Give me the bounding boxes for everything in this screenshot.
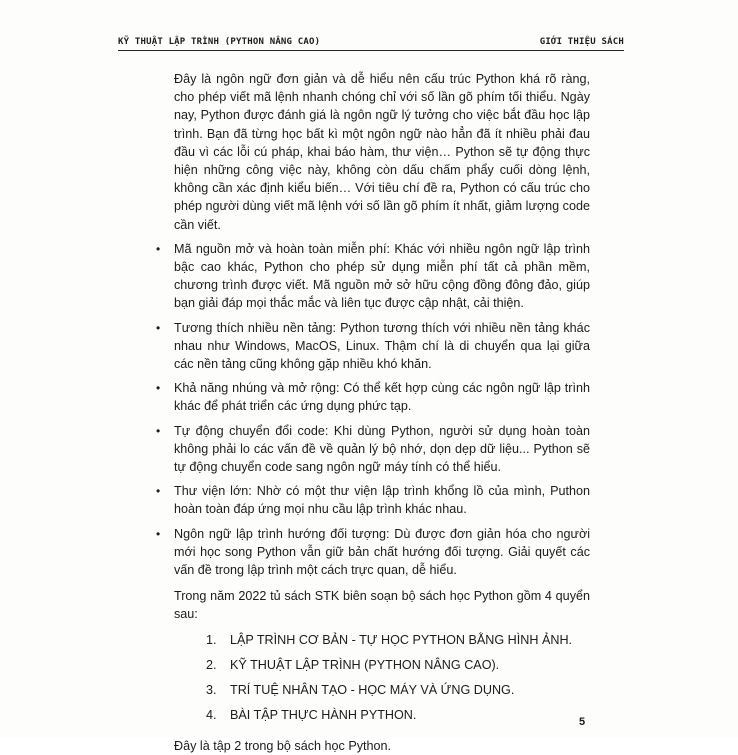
list-item: [206, 631, 590, 649]
feature-text: Tương thích nhiều nền tảng: Python tương thích với nhiều nền tảng khác nhau như Windows, MacOS, Linux. Thậm chí là di chuyển qua lại giữa các nền tảng cũng không gặp nhiều khó khăn.: [174, 320, 590, 372]
bullet-icon: •: [156, 381, 161, 396]
feature-text: Ngôn ngữ lập trình hướng đối tượng: Dù được đơn giản hóa cho người mới học song Python vẫn giữ bản chất hướng đối tượng. Giải quyết các vấn đề trong lập trình một cách trực quan, dễ hiểu.: [174, 526, 590, 578]
list-item: [150, 379, 590, 415]
list-number: 3.: [206, 683, 217, 698]
feature-text: Khả năng nhúng và mở rộng: Có thể kết hợp cùng các ngôn ngữ lập trình khác để phát triển các ứng dụng phức tạp.: [174, 381, 590, 414]
book-title: BÀI TẬP THỰC HÀNH PYTHON.: [230, 708, 417, 723]
feature-text: Tự động chuyển đổi code: Khi dùng Python, người sử dụng hoàn toàn không phải lo các vấn đề về quản lý bộ nhớ, dọn dẹp dữ liệu... Python sẽ tự động chuyển code sang ngôn ngữ máy tính có thể hiểu.: [174, 423, 590, 475]
list-number: 4.: [206, 708, 217, 723]
list-item: [150, 525, 590, 580]
feature-list: [150, 240, 590, 579]
bullet-icon: •: [156, 484, 161, 499]
header-book-title: KỸ THUẬT LẬP TRÌNH (PYTHON NÂNG CAO): [118, 37, 321, 47]
book-series-paragraph: Trong năm 2022 tủ sách STK biên soạn bộ sách học Python gồm 4 quyển sau:: [174, 589, 590, 622]
list-item: [150, 319, 590, 374]
header-section-title: GIỚI THIỆU SÁCH: [539, 37, 624, 47]
bullet-icon: •: [156, 423, 161, 438]
page-number: 5: [579, 716, 586, 728]
bullet-icon: •: [156, 241, 161, 256]
list-number: 1.: [206, 632, 217, 647]
list-item: [150, 240, 590, 313]
running-header: [118, 37, 624, 51]
book-title: KỸ THUẬT LẬP TRÌNH (PYTHON NÂNG CAO).: [230, 657, 500, 672]
list-item: [150, 422, 590, 477]
list-item: [206, 656, 590, 674]
book-list: [150, 631, 590, 725]
page-content: [150, 70, 590, 755]
intro-paragraph: Đây là ngôn ngữ đơn giản và dễ hiểu nên cấu trúc Python khá rõ ràng, cho phép viết mã lệnh nhanh chóng chỉ với số lần gõ phím tối thiểu. Ngày nay, Python được đánh giá là ngôn ngữ lý tưởng cho việc bắt đầu học lập trình. Bạn đã từng học bất kì một ngôn ngữ nào hẳn đã ít nhiều phải đau đầu vì các lỗi cú pháp, khai báo hàm, thư viện… Python sẽ tự động thực hiện những công việc này, không còn dấu chấm phẩy cuối dòng lệnh, không cần xác định kiểu biến… Với tiêu chí đề ra, Python có cấu trúc cho phép người dùng viết mã lệnh với số lần gõ phím ít nhất, giảm lượng code cần viết.: [174, 72, 590, 232]
bullet-icon: •: [156, 320, 161, 335]
book-title: TRÍ TUỆ NHÂN TẠO - HỌC MÁY VÀ ỨNG DỤNG.: [230, 683, 515, 698]
list-item: [150, 482, 590, 518]
feature-text: Thư viện lớn: Nhờ có một thư viện lập trình khổng lồ của mình, Puthon hoàn toàn đáp ứng mọi nhu cầu lập trình khác nhau.: [174, 484, 590, 517]
closing-paragraph: Đây là tập 2 trong bộ sách học Python.: [174, 738, 392, 753]
list-item: [206, 681, 590, 699]
book-title: LẬP TRÌNH CƠ BẢN - TỰ HỌC PYTHON BẰNG HÌNH ẢNH.: [230, 632, 573, 647]
list-item: [206, 706, 590, 724]
bullet-icon: •: [156, 526, 161, 541]
list-number: 2.: [206, 657, 217, 672]
feature-text: Mã nguồn mở và hoàn toàn miễn phí: Khác với nhiều ngôn ngữ lập trình bậc cao khác, Python cho phép sử dụng miễn phí tất cả phần mềm, chương trình được viết. Mã nguồn mở sở hữu cộng đồng đông đảo, giúp bạn giải đáp mọi thắc mắc và liên tục được cập nhật, cải thiện.: [174, 241, 590, 311]
